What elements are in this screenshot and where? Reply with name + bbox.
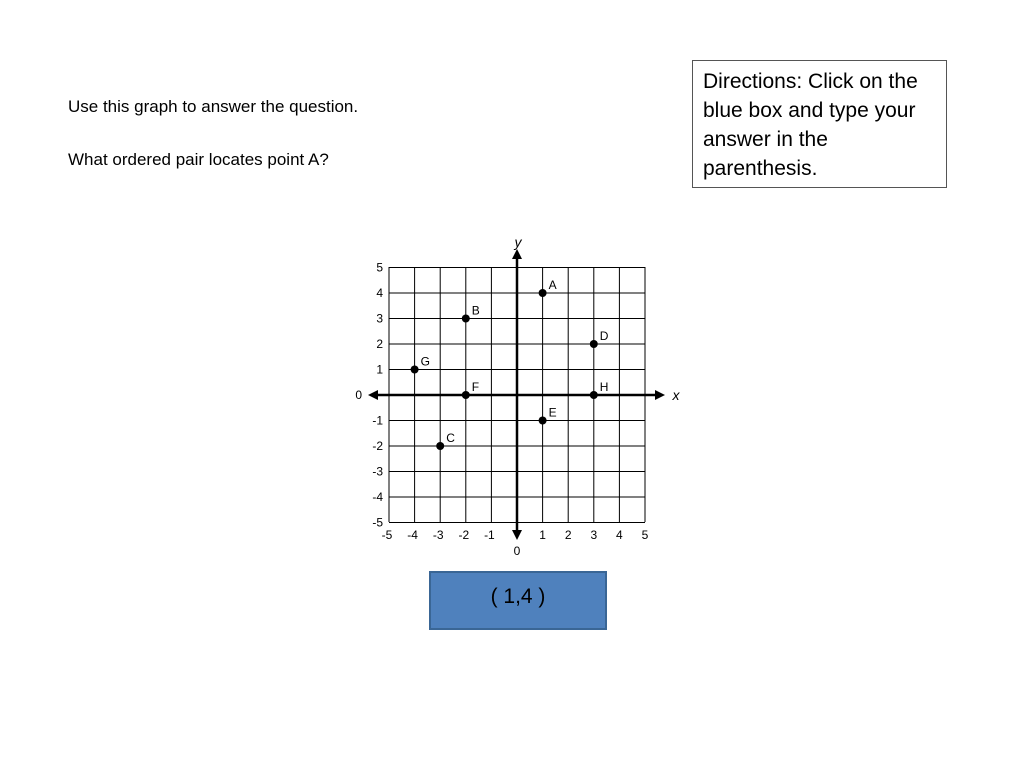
point-label-b: B [471,303,480,318]
answer-input-box[interactable] [429,571,607,630]
x-tick-label: -4 [407,528,418,542]
coordinate-graph [350,230,690,570]
y-tick-label: -4 [372,490,383,504]
data-point-d [590,340,598,348]
data-point-a [539,289,547,297]
point-label-f: F [471,380,480,394]
x-tick-label: -5 [381,528,393,542]
question-text: What ordered pair locates point A? [68,150,329,169]
point-label-g: G [420,354,430,369]
point-label-d: D [599,329,609,343]
data-point-c [436,442,444,450]
y-tick-label: 5 [376,260,383,275]
x-tick-label: 5 [641,528,649,542]
y-tick-label: 3 [376,311,383,326]
y-tick-label: -5 [372,515,383,530]
x-origin-label: 0 [513,544,521,558]
directions-box [692,60,947,188]
point-label-c: C [446,431,455,445]
instruction-text: Use this graph to answer the question. [68,97,359,116]
x-tick-label: 4 [616,528,623,542]
answer-text: ( 1,4 ) [490,584,546,608]
y-tick-label: 1 [376,362,383,377]
data-point-e [539,417,547,425]
x-tick-label: 3 [590,528,598,542]
directions-text: Directions: Click on the blue box and type your answer in the parenthesis. [703,70,918,180]
x-tick-label: 2 [564,528,572,542]
x-tick-label: -3 [432,528,444,542]
x-tick-label: 1 [539,528,546,542]
x-axis-label: x [672,387,680,403]
x-axis-right-arrow [655,390,665,400]
y-tick-label: 2 [376,337,383,351]
point-label-a: A [548,278,557,292]
y-tick-label: -1 [372,413,383,428]
question-prompt [68,96,628,202]
y-axis-down-arrow [512,530,522,540]
y-axis-up-arrow [512,249,522,259]
y-axis-label: y [514,234,522,250]
x-tick-label: -1 [484,528,495,542]
point-label-e: E [548,405,557,420]
data-point-h [590,391,598,399]
point-label-h: H [599,380,609,394]
y-tick-label: -3 [372,464,383,479]
y-tick-label: -2 [372,439,383,453]
y-tick-label: 0 [355,388,362,402]
data-point-b [462,315,470,323]
data-point-f [462,391,470,399]
x-tick-label: -2 [458,528,470,542]
data-point-g [411,366,419,374]
y-tick-label: 4 [376,286,383,300]
x-axis-left-arrow [368,390,378,400]
